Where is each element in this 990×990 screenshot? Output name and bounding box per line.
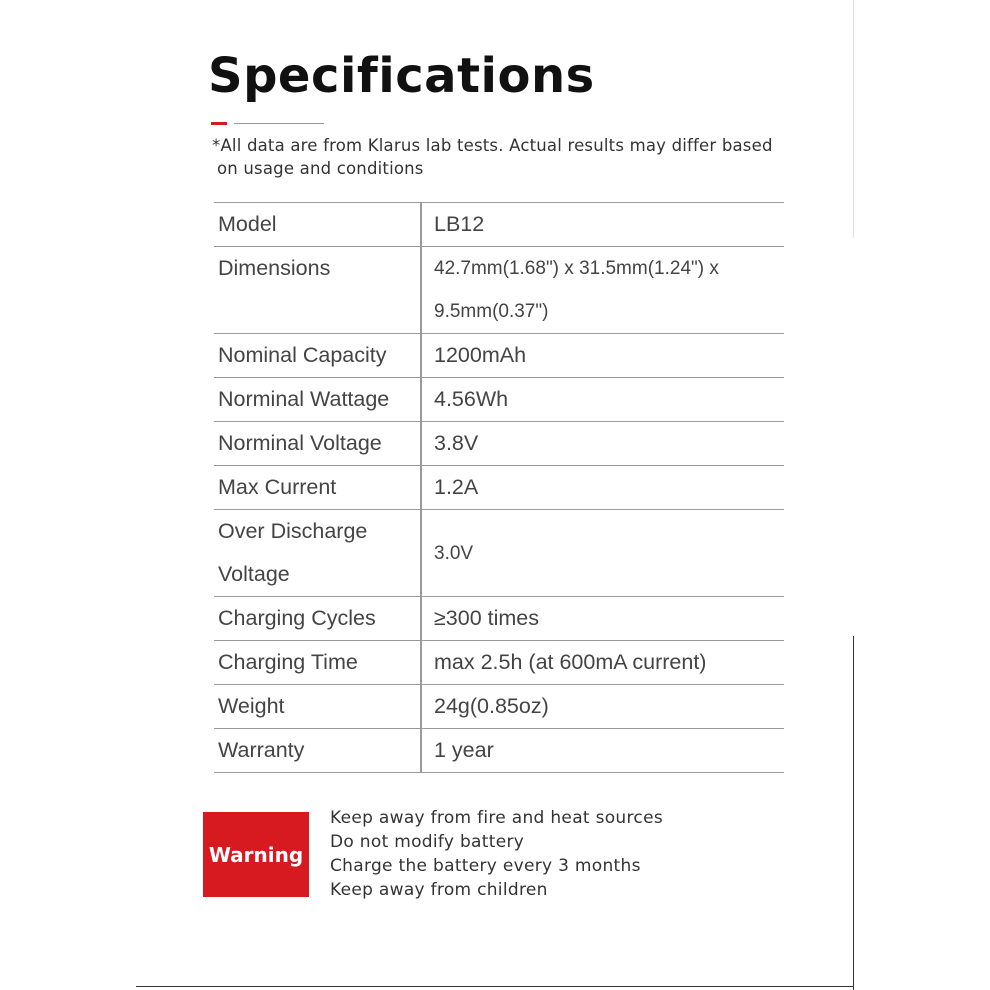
spec-value: 1.2A [421, 466, 784, 510]
table-row [214, 378, 784, 422]
list-item: Do not modify battery [330, 832, 525, 852]
disclaimer [212, 134, 812, 180]
spec-label: Charging Time [214, 641, 421, 685]
spec-value: 24g(0.85oz) [421, 685, 784, 729]
table-row [214, 466, 784, 510]
spec-label: Dimensions [214, 247, 421, 334]
spec-label: Warranty [214, 729, 421, 773]
page-bottom-line [136, 986, 854, 987]
spec-value: 1 year [421, 729, 784, 773]
spec-value: 3.0V [421, 510, 784, 597]
warning-badge: Warning [203, 812, 309, 897]
list-item: Keep away from children [330, 880, 548, 900]
spec-table [214, 202, 784, 773]
spec-label: Charging Cycles [214, 597, 421, 641]
table-row [214, 334, 784, 378]
table-row [214, 422, 784, 466]
spec-value [421, 247, 784, 334]
table-row [214, 597, 784, 641]
spec-label-line-1: Over Discharge [218, 519, 368, 543]
table-row [214, 203, 784, 247]
spec-value: max 2.5h (at 600mA current) [421, 641, 784, 685]
page-edge-line [853, 0, 854, 238]
spec-label-line-2: Voltage [218, 562, 290, 586]
spec-label: Max Current [214, 466, 421, 510]
spec-value: 4.56Wh [421, 378, 784, 422]
spec-label: Norminal Wattage [214, 378, 421, 422]
table-row [214, 685, 784, 729]
table-row [214, 729, 784, 773]
disclaimer-line-2: on usage and conditions [217, 159, 424, 178]
spec-label: Model [214, 203, 421, 247]
spec-value: LB12 [421, 203, 784, 247]
list-item: Keep away from fire and heat sources [330, 808, 663, 828]
table-row [214, 247, 784, 334]
title-accent-bar [211, 122, 227, 125]
page-edge-line [853, 636, 854, 990]
spec-label: Nominal Capacity [214, 334, 421, 378]
spec-label: Norminal Voltage [214, 422, 421, 466]
spec-value: 1200mAh [421, 334, 784, 378]
spec-value: ≥300 times [421, 597, 784, 641]
warning-list [330, 806, 663, 902]
list-item: Charge the battery every 3 months [330, 856, 641, 876]
page-title: Specifications [208, 48, 595, 104]
spec-value-line-2: 9.5mm(0.37") [434, 301, 549, 322]
spec-label [214, 510, 421, 597]
spec-value-line-1: 42.7mm(1.68") x 31.5mm(1.24") x [434, 258, 719, 279]
spec-label: Weight [214, 685, 421, 729]
table-row [214, 641, 784, 685]
disclaimer-line-1: *All data are from Klarus lab tests. Actual results may differ based [212, 136, 773, 155]
spec-value: 3.8V [421, 422, 784, 466]
table-row [214, 510, 784, 597]
title-underline [234, 123, 324, 124]
